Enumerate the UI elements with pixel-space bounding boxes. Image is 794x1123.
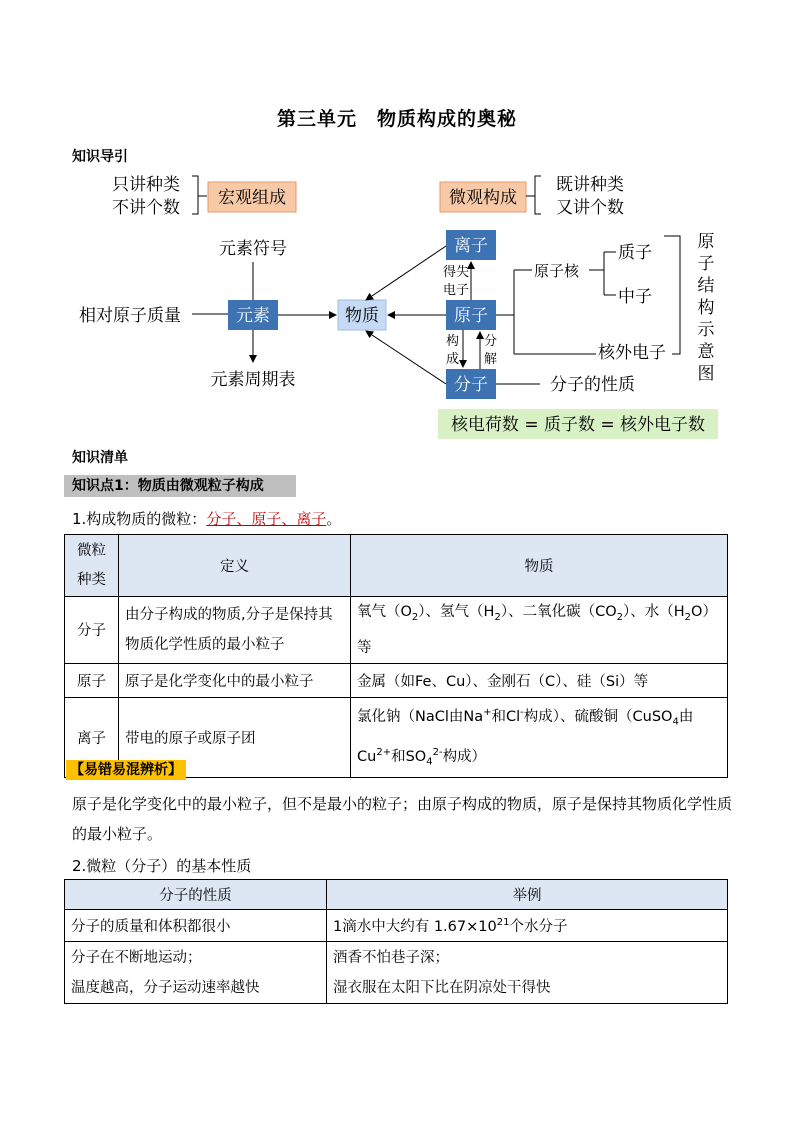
- example-line-2: 湿衣服在太阳下比在阴凉处干得快: [333, 979, 551, 996]
- left-note-1: 只讲种类: [112, 175, 180, 195]
- table-header: 定义: [119, 535, 351, 597]
- table-cell: 分子: [65, 597, 119, 664]
- element-box-label: 元素: [236, 306, 270, 326]
- decompose-2: 解: [484, 352, 498, 367]
- table-header: 分子的性质: [65, 880, 327, 910]
- table-header: 物质: [351, 535, 728, 597]
- table-row: [65, 942, 728, 1004]
- table-cell: 由分子构成的物质,分子是保持其物质化学性质的最小粒子: [119, 597, 351, 664]
- micro-box-label: 微观构成: [449, 188, 517, 208]
- molecule-properties-heading: 2.微粒（分子）的基本性质: [72, 857, 252, 875]
- table-cell: 原子: [65, 663, 119, 697]
- table-row: [65, 597, 728, 664]
- structure-char: 原: [697, 232, 715, 252]
- ion-label: 离子: [454, 236, 488, 256]
- knowledge-diagram: [0, 0, 794, 450]
- structure-char: 子: [697, 254, 715, 274]
- confusion-tag: 【易错易混辨析】: [66, 760, 186, 780]
- molecule-props-label: 分子的性质: [550, 375, 635, 395]
- example-line-1: 酒香不怕巷子深；: [333, 949, 449, 966]
- extranuclear-electron-label: 核外电子: [598, 343, 666, 363]
- property-line-1: 分子在不断地运动；: [71, 949, 202, 966]
- molecule-to-substance-arrow: [366, 331, 446, 384]
- table-cell: 分子的质量和体积都很小: [65, 910, 327, 942]
- table-cell: 离子: [65, 697, 119, 777]
- macro-box-label: 宏观组成: [218, 188, 286, 208]
- right-note-2: 又讲个数: [556, 198, 624, 218]
- page-title: 第三单元 物质构成的奥秘: [276, 108, 517, 130]
- compose-1: 构: [446, 334, 460, 349]
- table-cell: [65, 942, 327, 1004]
- relative-mass-label: 相对原子质量: [79, 306, 181, 326]
- table-cell: [327, 942, 728, 1004]
- compose-2: 成: [446, 352, 460, 367]
- ion-to-substance-arrow: [366, 246, 446, 300]
- gain-loss-1: 得失: [443, 265, 470, 280]
- structure-char: 示: [697, 320, 715, 340]
- left-note-2: 不讲个数: [112, 198, 180, 218]
- table-cell: 氯化钠（NaCl由Na+和Cl-构成）、硫酸铜（CuSO$_4$由$Cu^{2+}$和$SO_4^{2-}$构成）: [351, 697, 728, 777]
- table-header: 微粒 种类: [65, 535, 119, 597]
- right-brace: [526, 176, 541, 214]
- line1-prefix: 1.构成物质的微粒：: [72, 510, 207, 528]
- periodic-table-label: 元素周期表: [210, 370, 296, 390]
- structure-char: 图: [697, 364, 715, 384]
- table-row: [65, 663, 728, 697]
- neutron-label: 中子: [618, 287, 652, 307]
- right-note-1: 既讲种类: [556, 175, 624, 195]
- substance-label: 物质: [345, 306, 379, 326]
- structure-char: 意: [697, 342, 715, 362]
- atom-label: 原子: [454, 306, 488, 326]
- element-symbol-label: 元素符号: [219, 239, 287, 259]
- nucleus-label: 原子核: [534, 262, 580, 280]
- particle-table: [64, 534, 728, 778]
- line1-suffix: 。: [326, 510, 342, 528]
- confusion-text: 原子是化学变化中的最小粒子，但不是最小的粒子；由原子构成的物质，原子是保持其物质化学性质的最小粒子。: [72, 795, 733, 843]
- molecule-properties-table: [64, 879, 728, 1004]
- structure-diagram-label: [698, 232, 716, 384]
- decompose-1: 分: [484, 334, 498, 349]
- property-line-2: 温度越高，分子运动速率越快: [71, 979, 260, 996]
- proton-label: 质子: [618, 243, 652, 263]
- table-cell: 氧气$(O_2)$、氢气$(H_2)$、二氧化碳$(CO_2)$、水$(H_2O)$等: [351, 597, 728, 664]
- structure-char: 结: [697, 276, 715, 296]
- table-cell: 原子是化学变化中的最小粒子: [119, 663, 351, 697]
- knowledge-point-1-bar: 知识点1：物质由微观粒子构成: [64, 475, 296, 497]
- table-header: 举例: [327, 880, 728, 910]
- charge-equation-label: 核电荷数 = 质子数 = 核外电子数: [450, 415, 706, 435]
- constituent-particles-line: [72, 508, 341, 529]
- structure-bracket: [664, 236, 680, 354]
- guide-heading: 知识导引: [72, 149, 128, 165]
- table-cell: 金属（如Fe、Cu）、金刚石（C）、硅（Si）等: [351, 663, 728, 697]
- table-row: [65, 910, 728, 942]
- gain-loss-2: 电子: [443, 283, 470, 298]
- table-cell: 1滴水中大约有 $1.67\times 10^{21}$个水分子: [327, 910, 728, 942]
- table-cell: 带电的原子或原子团: [119, 697, 351, 777]
- line1-answer: 分子、原子、离子: [206, 510, 327, 528]
- molecule-label: 分子: [454, 375, 488, 395]
- list-heading: 知识清单: [72, 450, 128, 466]
- left-brace: [192, 176, 207, 214]
- structure-char: 构: [697, 298, 715, 318]
